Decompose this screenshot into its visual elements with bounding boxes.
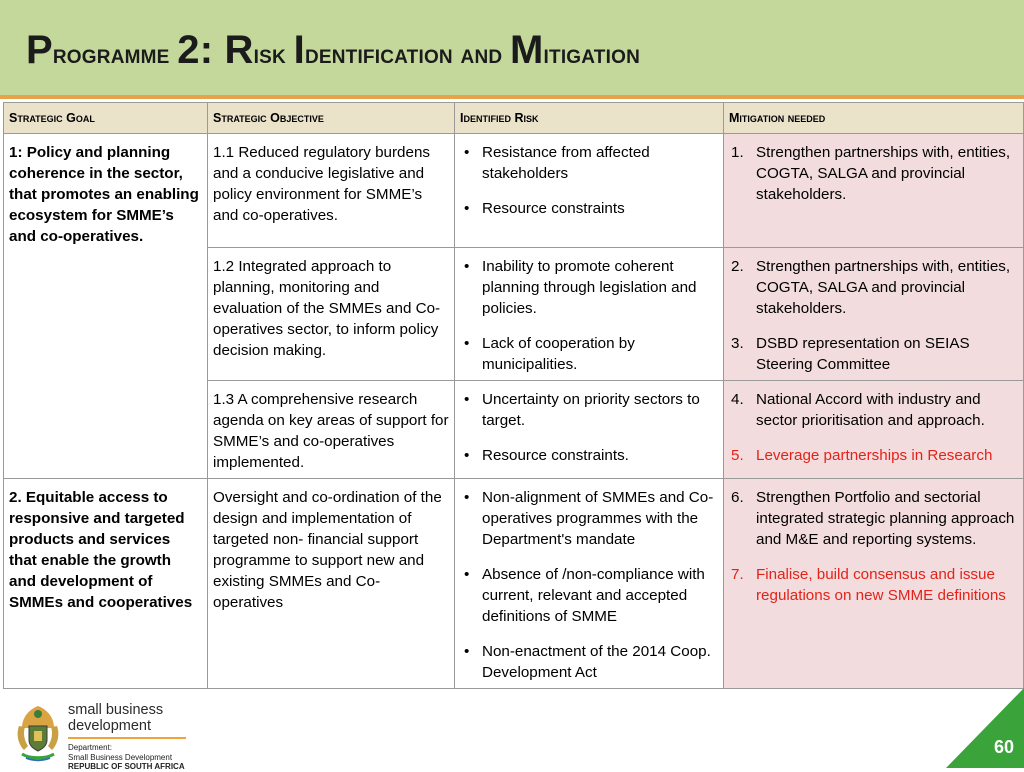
header-strategic-objective: Strategic Objective	[208, 103, 455, 134]
mitigation-item	[729, 389, 1018, 431]
country-name: REPUBLIC OF SOUTH AFRICA	[68, 762, 185, 771]
header-identified-risk: Identified Risk	[455, 103, 724, 134]
mitigation-text: Strengthen partnerships with, entities, COGTA, SALGA and provincial stakeholders.	[756, 144, 1011, 203]
title-cap: M	[510, 28, 544, 72]
mitigation-number: 3.	[731, 335, 744, 352]
mitigation-cell	[724, 381, 1024, 479]
risk-item: • Resource constraints	[460, 198, 718, 219]
mitigation-list	[729, 142, 1018, 205]
risk-item: • Resistance from affected stakeholders	[460, 142, 718, 184]
title-part	[177, 28, 294, 72]
mitigation-number: 5.	[731, 447, 744, 464]
header-strategic-goal: Strategic Goal	[4, 103, 208, 134]
title-part	[293, 28, 511, 72]
objective-cell: 1.1 Reduced regulatory burdens and a conducive legislative and policy environment for SMME’s and co-operatives.	[208, 134, 455, 248]
title-part	[510, 28, 640, 72]
mitigation-item	[729, 333, 1018, 375]
header-rule	[0, 95, 1024, 99]
mitigation-item	[729, 564, 1018, 606]
risk-cell	[455, 134, 724, 248]
coat-of-arms-icon	[12, 702, 64, 762]
risk-list	[460, 389, 718, 466]
risk-item: • Non-enactment of the 2014 Coop. Development Act	[460, 641, 718, 683]
mitigation-cell	[724, 248, 1024, 381]
brand-line-2: development	[68, 718, 152, 734]
title-part	[26, 28, 178, 72]
department-name: Small Business Development	[68, 752, 173, 762]
mitigation-text: National Accord with industry and sector prioritisation and approach.	[756, 391, 985, 429]
mitigation-item	[729, 142, 1018, 205]
table-row	[4, 479, 1024, 689]
title-cap: P	[26, 28, 53, 72]
brand-line-1: small business	[68, 702, 164, 718]
risk-item: • Inability to promote coherent planning through legislation and policies.	[460, 256, 718, 319]
logo-text	[68, 702, 186, 772]
mitigation-text: DSBD representation on SEIAS Steering Committee	[756, 335, 970, 373]
title-rest: isk	[253, 39, 294, 69]
strategic-goal-cell: 1: Policy and planning coherence in the sector, that promotes an enabling ecosystem for SMME’s and co-operatives.	[4, 134, 208, 479]
risk-item: • Resource constraints.	[460, 445, 718, 466]
risk-table	[3, 102, 1024, 689]
mitigation-text: Finalise, build consensus and issue regulations on new SMME definitions	[756, 566, 1006, 604]
risk-cell	[455, 381, 724, 479]
risk-item: • Uncertainty on priority sectors to target.	[460, 389, 718, 431]
table-header-row	[4, 103, 1024, 134]
risk-cell	[455, 479, 724, 689]
strategic-goal-cell: 2. Equitable access to responsive and targeted products and services that enable the growth and development of SMMEs and cooperatives	[4, 479, 208, 689]
mitigation-list	[729, 389, 1018, 466]
mitigation-text: Strengthen partnerships with, entities, COGTA, SALGA and provincial stakeholders.	[756, 258, 1011, 317]
title-rest: itigation	[543, 39, 640, 69]
mitigation-number: 2.	[731, 258, 744, 275]
risk-item: • Non-alignment of SMMEs and Co-operatives programmes with the Department's mandate	[460, 487, 718, 550]
mitigation-list	[729, 256, 1018, 375]
risk-item: • Absence of /non-compliance with current, relevant and accepted definitions of SMME	[460, 564, 718, 627]
objective-cell: 1.3 A comprehensive research agenda on key areas of support for SMME’s and co-operatives implemented.	[208, 381, 455, 479]
department-label: Department:	[68, 743, 113, 752]
brand-divider	[68, 737, 186, 739]
risk-item: • Lack of cooperation by municipalities.	[460, 333, 718, 375]
department-logo	[10, 700, 210, 771]
mitigation-number: 6.	[731, 489, 744, 506]
table-row	[4, 134, 1024, 248]
title-cap: I	[293, 28, 305, 72]
mitigation-number: 7.	[731, 566, 744, 583]
risk-list	[460, 256, 718, 375]
title-rest: dentification and	[304, 39, 511, 69]
risk-list	[460, 487, 718, 683]
mitigation-text: Leverage partnerships in Research	[756, 447, 993, 464]
mitigation-number: 4.	[731, 391, 744, 408]
objective-cell: Oversight and co-ordination of the design and implementation of targeted non- financial support programme to support new and existing SMMEs and Co-operatives	[208, 479, 455, 689]
risk-list	[460, 142, 718, 219]
mitigation-cell	[724, 134, 1024, 248]
page-number: 60	[993, 737, 1014, 757]
header-mitigation-needed: Mitigation needed	[724, 103, 1024, 134]
mitigation-number: 1.	[731, 144, 744, 161]
slide-title	[26, 28, 640, 73]
mitigation-item	[729, 487, 1018, 550]
mitigation-item	[729, 445, 1018, 466]
objective-cell: 1.2 Integrated approach to planning, monitoring and evaluation of the SMMEs and Co-operatives sector, to inform policy decision making.	[208, 248, 455, 381]
mitigation-text: Strengthen Portfolio and sectorial integrated strategic planning approach and M&E and reporting systems.	[756, 489, 1015, 548]
title-cap: 2: R	[177, 28, 254, 72]
title-rest: rogramme	[52, 39, 178, 69]
mitigation-list	[729, 487, 1018, 606]
risk-cell	[455, 248, 724, 381]
mitigation-item	[729, 256, 1018, 319]
mitigation-cell	[724, 479, 1024, 689]
